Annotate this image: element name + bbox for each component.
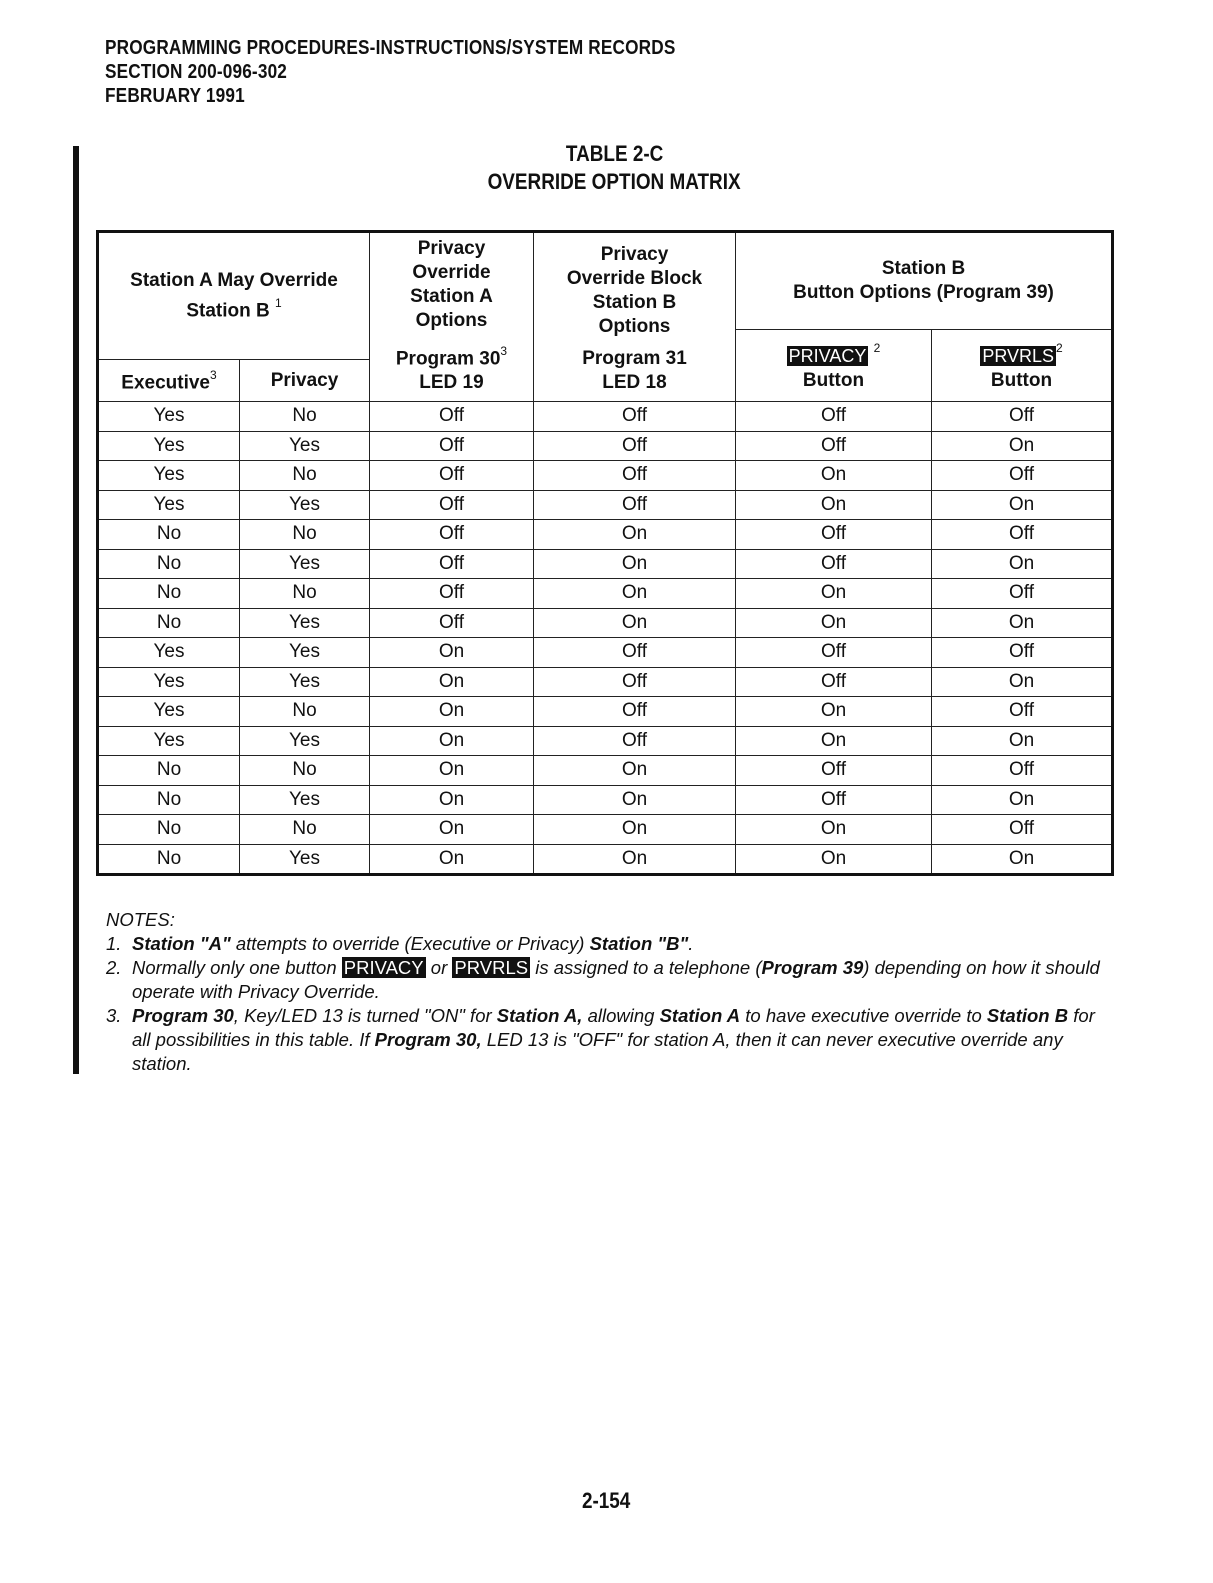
table-row <box>98 667 1113 697</box>
privacy-button-cell: Off <box>736 431 932 461</box>
privacy-button-cell: On <box>736 579 932 609</box>
privacy-cell: Yes <box>240 667 370 697</box>
page-number: 2-154 <box>582 1488 631 1513</box>
program-31-cell: Off <box>534 726 736 756</box>
privacy-button-cell: Off <box>736 520 932 550</box>
privacy-cell: Yes <box>240 431 370 461</box>
privacy-button-header: PRIVACY $^2$ Button <box>736 330 932 402</box>
notes-heading: NOTES: <box>106 909 175 930</box>
privacy-cell: No <box>240 520 370 550</box>
privacy-button-cell: On <box>736 726 932 756</box>
prvrls-button-cell: Off <box>932 579 1113 609</box>
executive-cell: No <box>98 608 240 638</box>
program-30-cell: On <box>370 756 534 786</box>
document-header <box>105 36 676 108</box>
table-row <box>98 431 1113 461</box>
program-31-header: Privacy Override Block Station B Options Program 31 LED 18 <box>534 232 736 402</box>
table-row <box>98 461 1113 491</box>
executive-cell: No <box>98 756 240 786</box>
program-31-cell: Off <box>534 461 736 491</box>
privacy-button-cell: On <box>736 815 932 845</box>
program-30-cell: On <box>370 785 534 815</box>
prvrls-button-cell: Off <box>932 461 1113 491</box>
privacy-cell: Yes <box>240 638 370 668</box>
note-1: 1. Station "A" attempts to override (Executive or Privacy) Station "B". <box>106 933 694 954</box>
privacy-button-cell: Off <box>736 785 932 815</box>
privacy-cell: No <box>240 697 370 727</box>
privacy-button-cell: On <box>736 608 932 638</box>
program-30-cell: On <box>370 815 534 845</box>
executive-cell: Yes <box>98 431 240 461</box>
table-row <box>98 785 1113 815</box>
table-row <box>98 697 1113 727</box>
privacy-cell: No <box>240 579 370 609</box>
program-31-cell: On <box>534 844 736 875</box>
program-30-cell: On <box>370 726 534 756</box>
privacy-button-cell: On <box>736 844 932 875</box>
privacy-cell: No <box>240 461 370 491</box>
table-row <box>98 726 1113 756</box>
program-31-cell: Off <box>534 490 736 520</box>
program-30-cell: On <box>370 667 534 697</box>
prvrls-button-cell: Off <box>932 756 1113 786</box>
privacy-cell: Yes <box>240 608 370 638</box>
table-row <box>98 549 1113 579</box>
privacy-key-note: PRIVACY <box>343 957 424 978</box>
program-30-cell: Off <box>370 579 534 609</box>
program-31-cell: Off <box>534 431 736 461</box>
prvrls-button-cell: On <box>932 608 1113 638</box>
privacy-cell: No <box>240 815 370 845</box>
prvrls-key-label: PRVRLS <box>982 345 1055 366</box>
program-30-cell: Off <box>370 608 534 638</box>
prvrls-button-cell: Off <box>932 638 1113 668</box>
program-31-cell: On <box>534 579 736 609</box>
privacy-cell: Yes <box>240 726 370 756</box>
program-31-cell: On <box>534 549 736 579</box>
prvrls-button-cell: On <box>932 667 1113 697</box>
executive-cell: No <box>98 785 240 815</box>
privacy-key-label: PRIVACY <box>788 345 867 366</box>
program-30-header: Privacy Override Station A Options Program $30^3$ LED 19 <box>370 232 534 402</box>
privacy-header: Privacy <box>240 360 370 402</box>
table-row <box>98 402 1113 432</box>
prvrls-button-cell: Off <box>932 402 1113 432</box>
program-31-cell: Off <box>534 402 736 432</box>
prvrls-button-cell: On <box>932 490 1113 520</box>
program-31-cell: On <box>534 815 736 845</box>
prvrls-button-cell: On <box>932 431 1113 461</box>
executive-cell: No <box>98 579 240 609</box>
table-row <box>98 608 1113 638</box>
program-30-cell: Off <box>370 549 534 579</box>
privacy-button-cell: On <box>736 490 932 520</box>
table-row <box>98 490 1113 520</box>
executive-cell: Yes <box>98 638 240 668</box>
privacy-cell: No <box>240 756 370 786</box>
program-31-cell: Off <box>534 638 736 668</box>
executive-cell: No <box>98 815 240 845</box>
executive-cell: No <box>98 844 240 875</box>
privacy-cell: Yes <box>240 785 370 815</box>
program-30-cell: On <box>370 697 534 727</box>
prvrls-button-cell: On <box>932 785 1113 815</box>
privacy-cell: Yes <box>240 549 370 579</box>
station-a-override-header: Station A May Override Station B $^1$ <box>98 232 370 360</box>
executive-cell: Yes <box>98 402 240 432</box>
prvrls-button-cell: Off <box>932 697 1113 727</box>
privacy-button-cell: On <box>736 461 932 491</box>
program-31-cell: Off <box>534 667 736 697</box>
prvrls-key-note: PRVRLS <box>454 957 529 978</box>
privacy-button-cell: Off <box>736 402 932 432</box>
privacy-button-cell: Off <box>736 549 932 579</box>
program-31-cell: On <box>534 608 736 638</box>
privacy-cell: Yes <box>240 844 370 875</box>
station-b-button-options-header: Station B Button Options (Program 39) <box>736 232 1113 330</box>
note-2: 2. Normally only one button PRIVACY or PRVRLS is assigned to a telephone (Program 39) depending on how it should operate with Privacy Override. <box>106 957 1100 1002</box>
table-number: TABLE 2-C <box>565 141 664 166</box>
prvrls-button-header: PRVRLS $^2$ Button <box>932 330 1113 402</box>
table-row <box>98 579 1113 609</box>
note-3: 3. Program 30, Key/LED 13 is turned "ON" for Station A, allowing Station A to have executive override to Station B for all possibilities in this table. If Program 30, LED 13 is "OFF" for station A, then it can never executive override any station. <box>106 1005 1095 1074</box>
program-31-cell: On <box>534 785 736 815</box>
executive-cell: Yes <box>98 697 240 727</box>
revision-bar <box>73 146 79 1074</box>
program-31-cell: Off <box>534 697 736 727</box>
executive-cell: Yes <box>98 726 240 756</box>
program-30-cell: Off <box>370 461 534 491</box>
privacy-button-cell: Off <box>736 638 932 668</box>
executive-cell: No <box>98 549 240 579</box>
header-line-3: FEBRUARY 1991 <box>105 85 245 107</box>
executive-cell: Yes <box>98 667 240 697</box>
executive-header: Executive$^3$ <box>98 360 240 402</box>
executive-cell: Yes <box>98 461 240 491</box>
program-30-cell: Off <box>370 402 534 432</box>
notes-section <box>106 908 1106 1076</box>
privacy-button-cell: Off <box>736 667 932 697</box>
program-31-cell: On <box>534 520 736 550</box>
table-row <box>98 638 1113 668</box>
program-30-cell: On <box>370 844 534 875</box>
header-line-1: PROGRAMMING PROCEDURES-INSTRUCTIONS/SYSTEM RECORDS <box>105 37 676 59</box>
prvrls-button-cell: Off <box>932 520 1113 550</box>
program-30-cell: Off <box>370 431 534 461</box>
executive-cell: Yes <box>98 490 240 520</box>
table-row <box>98 520 1113 550</box>
prvrls-button-cell: Off <box>932 815 1113 845</box>
program-30-cell: Off <box>370 520 534 550</box>
matrix-body <box>98 402 1113 875</box>
prvrls-button-cell: On <box>932 844 1113 875</box>
program-30-cell: On <box>370 638 534 668</box>
table-row <box>98 815 1113 845</box>
executive-cell: No <box>98 520 240 550</box>
override-option-matrix <box>96 230 1114 876</box>
table-row <box>98 844 1113 875</box>
privacy-cell: Yes <box>240 490 370 520</box>
prvrls-button-cell: On <box>932 549 1113 579</box>
program-30-cell: Off <box>370 490 534 520</box>
privacy-cell: No <box>240 402 370 432</box>
table-row <box>98 756 1113 786</box>
privacy-button-cell: On <box>736 697 932 727</box>
program-31-cell: On <box>534 756 736 786</box>
privacy-button-cell: Off <box>736 756 932 786</box>
header-line-2: SECTION 200-096-302 <box>105 61 288 83</box>
table-title: OVERRIDE OPTION MATRIX <box>487 169 741 194</box>
prvrls-button-cell: On <box>932 726 1113 756</box>
